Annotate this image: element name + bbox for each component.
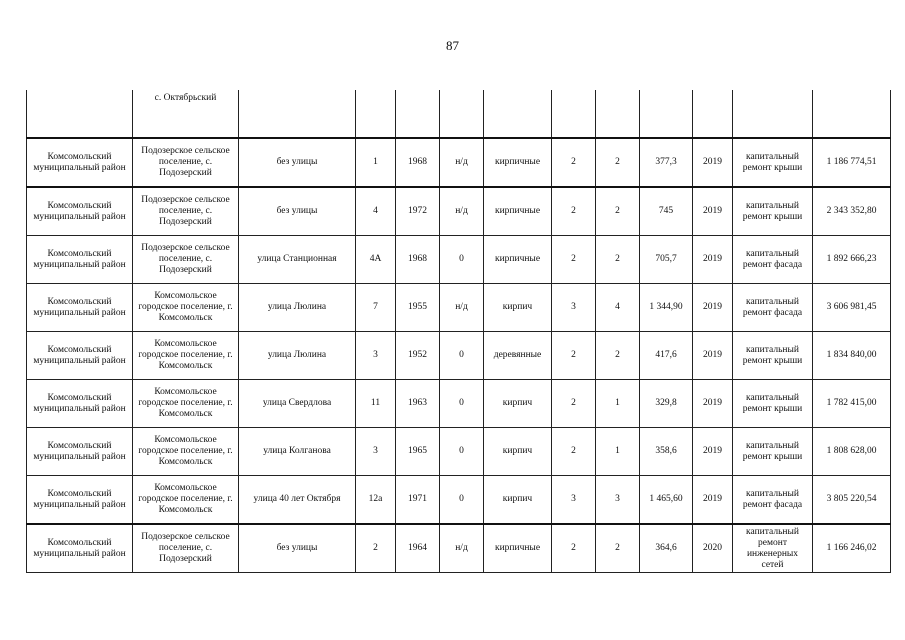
cell-district: Комсомольский муниципальный район <box>27 236 133 284</box>
cell-settlement: Подозерское сельское поселение, с. Подозерский <box>133 187 239 236</box>
cell-district: Комсомольский муниципальный район <box>27 138 133 187</box>
cell-district: Комсомольский муниципальный район <box>27 380 133 428</box>
cell-col6: 0 <box>440 476 484 525</box>
cell-house: 2 <box>356 524 396 573</box>
cell-work: капитальный ремонт крыши <box>733 187 813 236</box>
cell-work: капитальный ремонт крыши <box>733 380 813 428</box>
cell-col6: н/д <box>440 524 484 573</box>
cell-settlement: Подозерское сельское поселение, с. Подозерский <box>133 236 239 284</box>
cell-plan-year: 2019 <box>693 284 733 332</box>
cell-material: деревянные <box>484 332 552 380</box>
cell-plan-year <box>693 90 733 138</box>
cell-work: капитальный ремонт крыши <box>733 332 813 380</box>
cell-col6: н/д <box>440 187 484 236</box>
cell-settlement: Комсомольское городское поселение, г. Комсомольск <box>133 332 239 380</box>
cell-material <box>484 90 552 138</box>
cell-material: кирпичные <box>484 236 552 284</box>
cell-area: 1 465,60 <box>640 476 693 525</box>
cell-entrances <box>596 90 640 138</box>
cell-street: улица Свердлова <box>239 380 356 428</box>
table-row <box>27 236 891 284</box>
cell-entrances: 2 <box>596 187 640 236</box>
cell-work <box>733 90 813 138</box>
cell-house: 1 <box>356 138 396 187</box>
cell-plan-year: 2019 <box>693 187 733 236</box>
cell-work: капитальный ремонт крыши <box>733 138 813 187</box>
cell-floors: 2 <box>552 236 596 284</box>
cell-plan-year: 2019 <box>693 236 733 284</box>
cell-cost: 1 782 415,00 <box>813 380 891 428</box>
cell-street: улица Люлина <box>239 332 356 380</box>
cell-cost: 1 892 666,23 <box>813 236 891 284</box>
cell-year: 1963 <box>396 380 440 428</box>
cell-settlement: Подозерское сельское поселение, с. Подозерский <box>133 524 239 573</box>
cell-year: 1968 <box>396 138 440 187</box>
cell-entrances: 2 <box>596 138 640 187</box>
cell-area: 377,3 <box>640 138 693 187</box>
cell-material: кирпичные <box>484 138 552 187</box>
cell-settlement: Комсомольское городское поселение, г. Комсомольск <box>133 380 239 428</box>
cell-entrances: 1 <box>596 428 640 476</box>
cell-area: 417,6 <box>640 332 693 380</box>
cell-floors <box>552 90 596 138</box>
cell-area: 364,6 <box>640 524 693 573</box>
cell-street: улица Колганова <box>239 428 356 476</box>
cell-street: улица Станционная <box>239 236 356 284</box>
cell-col6: 0 <box>440 236 484 284</box>
cell-cost: 2 343 352,80 <box>813 187 891 236</box>
cell-material: кирпич <box>484 476 552 525</box>
cell-area: 1 344,90 <box>640 284 693 332</box>
cell-settlement: Комсомольское городское поселение, г. Комсомольск <box>133 476 239 525</box>
cell-year: 1965 <box>396 428 440 476</box>
cell-house: 3 <box>356 428 396 476</box>
cell-plan-year: 2019 <box>693 428 733 476</box>
cell-year: 1971 <box>396 476 440 525</box>
cell-district: Комсомольский муниципальный район <box>27 332 133 380</box>
table-row <box>27 476 891 525</box>
cell-cost: 3 606 981,45 <box>813 284 891 332</box>
cell-house: 4А <box>356 236 396 284</box>
cell-house <box>356 90 396 138</box>
cell-entrances: 2 <box>596 236 640 284</box>
cell-year: 1952 <box>396 332 440 380</box>
cell-area <box>640 90 693 138</box>
table-row-continued <box>27 90 891 138</box>
cell-entrances: 3 <box>596 476 640 525</box>
cell-district: Комсомольский муниципальный район <box>27 284 133 332</box>
cell-cost: 1 834 840,00 <box>813 332 891 380</box>
cell-col6 <box>440 90 484 138</box>
cell-col6: 0 <box>440 332 484 380</box>
cell-work: капитальный ремонт фасада <box>733 284 813 332</box>
cell-street: без улицы <box>239 138 356 187</box>
cell-work: капитальный ремонт фасада <box>733 476 813 525</box>
cell-street: улица 40 лет Октября <box>239 476 356 525</box>
table-row <box>27 428 891 476</box>
cell-cost: 1 186 774,51 <box>813 138 891 187</box>
cell-col6: 0 <box>440 380 484 428</box>
table-row <box>27 284 891 332</box>
housing-repair-table <box>26 90 891 573</box>
cell-work: капитальный ремонт крыши <box>733 428 813 476</box>
cell-work: капитальный ремонт инженерных сетей <box>733 524 813 573</box>
cell-floors: 2 <box>552 428 596 476</box>
cell-cost: 1 166 246,02 <box>813 524 891 573</box>
cell-year: 1968 <box>396 236 440 284</box>
cell-street <box>239 90 356 138</box>
cell-plan-year: 2019 <box>693 332 733 380</box>
table-row <box>27 187 891 236</box>
cell-material: кирпич <box>484 380 552 428</box>
cell-material: кирпич <box>484 284 552 332</box>
cell-year <box>396 90 440 138</box>
cell-material: кирпичные <box>484 187 552 236</box>
cell-year: 1955 <box>396 284 440 332</box>
cell-house: 11 <box>356 380 396 428</box>
cell-settlement: Комсомольское городское поселение, г. Комсомольск <box>133 284 239 332</box>
cell-area: 745 <box>640 187 693 236</box>
table-row <box>27 138 891 187</box>
cell-floors: 3 <box>552 284 596 332</box>
cell-street: улица Люлина <box>239 284 356 332</box>
cell-house: 12а <box>356 476 396 525</box>
cell-floors: 2 <box>552 380 596 428</box>
cell-material: кирпичные <box>484 524 552 573</box>
cell-settlement: Подозерское сельское поселение, с. Подозерский <box>133 138 239 187</box>
cell-plan-year: 2020 <box>693 524 733 573</box>
cell-district: Комсомольский муниципальный район <box>27 428 133 476</box>
page-number: 87 <box>446 38 459 53</box>
cell-house: 4 <box>356 187 396 236</box>
cell-area: 329,8 <box>640 380 693 428</box>
cell-year: 1972 <box>396 187 440 236</box>
cell-entrances: 2 <box>596 332 640 380</box>
cell-street: без улицы <box>239 187 356 236</box>
cell-entrances: 1 <box>596 380 640 428</box>
cell-col6: н/д <box>440 138 484 187</box>
cell-cost: 1 808 628,00 <box>813 428 891 476</box>
cell-plan-year: 2019 <box>693 476 733 525</box>
cell-floors: 2 <box>552 524 596 573</box>
cell-street: без улицы <box>239 524 356 573</box>
cell-cost <box>813 90 891 138</box>
table-row <box>27 380 891 428</box>
cell-house: 3 <box>356 332 396 380</box>
table-row <box>27 524 891 573</box>
cell-district: Комсомольский муниципальный район <box>27 524 133 573</box>
cell-settlement: Комсомольское городское поселение, г. Комсомольск <box>133 428 239 476</box>
table-row <box>27 332 891 380</box>
cell-floors: 2 <box>552 138 596 187</box>
cell-district: Комсомольский муниципальный район <box>27 187 133 236</box>
cell-floors: 3 <box>552 476 596 525</box>
cell-cost: 3 805 220,54 <box>813 476 891 525</box>
cell-district: Комсомольский муниципальный район <box>27 476 133 525</box>
cell-floors: 2 <box>552 187 596 236</box>
cell-col6: н/д <box>440 284 484 332</box>
cell-area: 705,7 <box>640 236 693 284</box>
cell-settlement: с. Октябрьский <box>133 90 239 138</box>
cell-plan-year: 2019 <box>693 138 733 187</box>
cell-material: кирпич <box>484 428 552 476</box>
cell-district <box>27 90 133 138</box>
cell-entrances: 2 <box>596 524 640 573</box>
cell-house: 7 <box>356 284 396 332</box>
cell-col6: 0 <box>440 428 484 476</box>
cell-year: 1964 <box>396 524 440 573</box>
cell-work: капитальный ремонт фасада <box>733 236 813 284</box>
cell-entrances: 4 <box>596 284 640 332</box>
cell-plan-year: 2019 <box>693 380 733 428</box>
cell-area: 358,6 <box>640 428 693 476</box>
cell-floors: 2 <box>552 332 596 380</box>
